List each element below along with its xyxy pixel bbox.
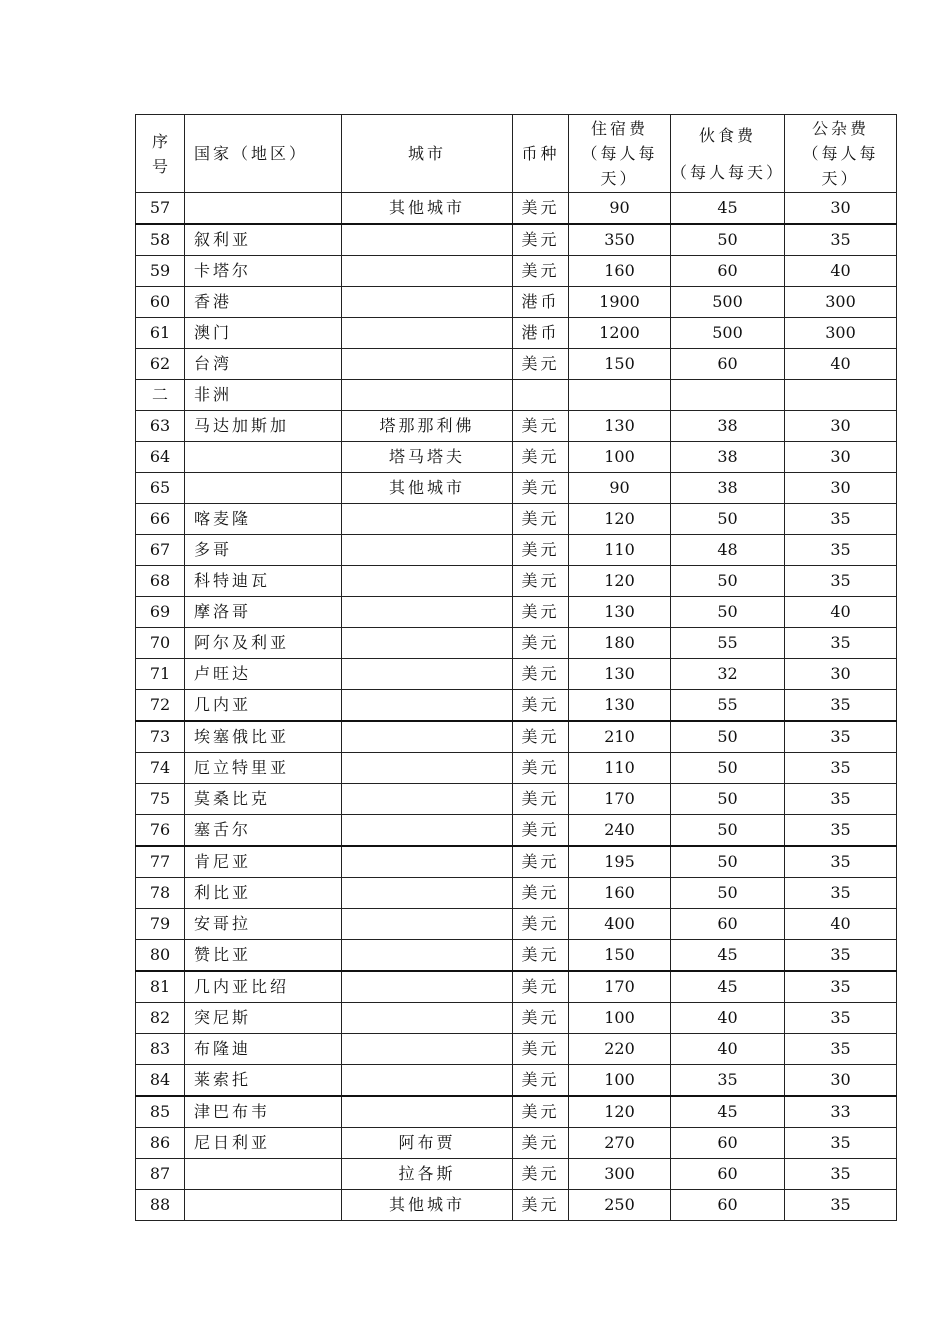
table-cell-food: 60 xyxy=(671,256,785,287)
table-cell-currency: 美元 xyxy=(513,597,569,628)
table-cell-lodging: 90 xyxy=(569,473,671,504)
table-row xyxy=(136,597,897,628)
table-cell-lodging: 400 xyxy=(569,909,671,940)
table-cell-city xyxy=(342,349,513,380)
table-cell-country: 莱索托 xyxy=(185,1065,342,1097)
table-cell-city xyxy=(342,504,513,535)
table-cell-seq: 83 xyxy=(136,1034,185,1065)
table-cell-lodging: 150 xyxy=(569,349,671,380)
table-cell-seq: 68 xyxy=(136,566,185,597)
table-cell-lodging: 130 xyxy=(569,411,671,442)
table-cell-lodging: 100 xyxy=(569,442,671,473)
table-cell-currency: 港币 xyxy=(513,287,569,318)
table-cell-misc: 40 xyxy=(785,256,897,287)
table-cell-city xyxy=(342,318,513,349)
table-cell-city xyxy=(342,721,513,753)
table-cell-currency: 美元 xyxy=(513,690,569,722)
table-cell-currency: 美元 xyxy=(513,442,569,473)
table-cell-country: 叙利亚 xyxy=(185,224,342,256)
table-cell-seq: 84 xyxy=(136,1065,185,1097)
table-cell-lodging: 180 xyxy=(569,628,671,659)
table-cell-misc: 35 xyxy=(785,1003,897,1034)
table-cell-food: 50 xyxy=(671,597,785,628)
table-cell-country: 赞比亚 xyxy=(185,940,342,972)
table-cell-food: 50 xyxy=(671,566,785,597)
table-cell-food: 38 xyxy=(671,442,785,473)
table-cell-seq: 74 xyxy=(136,753,185,784)
table-cell-lodging: 100 xyxy=(569,1003,671,1034)
table-cell-misc: 30 xyxy=(785,473,897,504)
table-cell-food: 60 xyxy=(671,1128,785,1159)
table-cell-seq: 77 xyxy=(136,846,185,878)
table-cell-currency: 美元 xyxy=(513,193,569,225)
table-cell-misc: 35 xyxy=(785,1190,897,1221)
table-row xyxy=(136,815,897,847)
table-cell-city xyxy=(342,1003,513,1034)
table-cell-city xyxy=(342,287,513,318)
table-cell-seq: 87 xyxy=(136,1159,185,1190)
table-cell-seq: 65 xyxy=(136,473,185,504)
table-cell-country: 卡塔尔 xyxy=(185,256,342,287)
table-cell-currency: 美元 xyxy=(513,846,569,878)
table-cell-misc: 35 xyxy=(785,971,897,1003)
table-row xyxy=(136,256,897,287)
table-cell-misc: 35 xyxy=(785,690,897,722)
allowance-table xyxy=(135,114,897,1221)
table-cell-misc: 35 xyxy=(785,815,897,847)
table-cell-seq: 66 xyxy=(136,504,185,535)
table-cell-seq: 88 xyxy=(136,1190,185,1221)
table-cell-country: 几内亚比绍 xyxy=(185,971,342,1003)
table-cell-lodging: 120 xyxy=(569,504,671,535)
table-cell-misc: 30 xyxy=(785,193,897,225)
table-cell-city xyxy=(342,1065,513,1097)
table-cell-misc: 35 xyxy=(785,224,897,256)
table-cell-seq: 二 xyxy=(136,380,185,411)
table-row xyxy=(136,753,897,784)
table-row xyxy=(136,504,897,535)
table-cell-seq: 67 xyxy=(136,535,185,566)
table-cell-currency: 美元 xyxy=(513,224,569,256)
table-cell-food: 48 xyxy=(671,535,785,566)
table-cell-lodging: 130 xyxy=(569,597,671,628)
table-cell-misc: 35 xyxy=(785,1128,897,1159)
table-cell-misc: 30 xyxy=(785,411,897,442)
table-cell-currency: 美元 xyxy=(513,473,569,504)
table-cell-lodging: 350 xyxy=(569,224,671,256)
table-row xyxy=(136,566,897,597)
table-row xyxy=(136,287,897,318)
table-cell-misc: 35 xyxy=(785,878,897,909)
table-cell-food: 50 xyxy=(671,224,785,256)
table-cell-city xyxy=(342,784,513,815)
header-currency: 币种 xyxy=(513,115,569,193)
table-cell-currency: 美元 xyxy=(513,909,569,940)
table-cell-city xyxy=(342,1034,513,1065)
table-cell-seq: 82 xyxy=(136,1003,185,1034)
table-cell-food: 50 xyxy=(671,721,785,753)
table-row xyxy=(136,878,897,909)
table-cell-food: 45 xyxy=(671,193,785,225)
table-cell-food: 45 xyxy=(671,1096,785,1128)
table-row xyxy=(136,784,897,815)
table-cell-food: 500 xyxy=(671,318,785,349)
table-cell-city xyxy=(342,815,513,847)
table-cell-misc: 35 xyxy=(785,1034,897,1065)
table-row xyxy=(136,380,897,411)
table-cell-seq: 63 xyxy=(136,411,185,442)
table-cell-currency: 美元 xyxy=(513,566,569,597)
table-cell-currency: 美元 xyxy=(513,1003,569,1034)
table-cell-food: 55 xyxy=(671,690,785,722)
table-cell-misc xyxy=(785,380,897,411)
header-food: 伙食费 （每人每天） xyxy=(671,115,785,193)
table-row xyxy=(136,224,897,256)
table-cell-misc: 35 xyxy=(785,1159,897,1190)
table-cell-city xyxy=(342,878,513,909)
table-cell-currency: 美元 xyxy=(513,1065,569,1097)
table-cell-city xyxy=(342,597,513,628)
table-cell-misc: 300 xyxy=(785,287,897,318)
table-cell-lodging: 1200 xyxy=(569,318,671,349)
table-cell-seq: 73 xyxy=(136,721,185,753)
table-cell-food: 50 xyxy=(671,815,785,847)
table-cell-country: 香港 xyxy=(185,287,342,318)
table-row xyxy=(136,411,897,442)
table-cell-country: 莫桑比克 xyxy=(185,784,342,815)
table-cell-misc: 35 xyxy=(785,846,897,878)
table-cell-food: 60 xyxy=(671,1159,785,1190)
table-row xyxy=(136,721,897,753)
table-row xyxy=(136,628,897,659)
table-cell-food: 40 xyxy=(671,1034,785,1065)
header-row xyxy=(136,115,897,193)
table-cell-food: 50 xyxy=(671,784,785,815)
table-cell-currency: 美元 xyxy=(513,1159,569,1190)
table-row xyxy=(136,1003,897,1034)
table-row xyxy=(136,318,897,349)
table-cell-lodging: 170 xyxy=(569,784,671,815)
table-cell-seq: 57 xyxy=(136,193,185,225)
table-cell-lodging: 250 xyxy=(569,1190,671,1221)
table-cell-food: 38 xyxy=(671,411,785,442)
table-cell-city xyxy=(342,535,513,566)
table-cell-seq: 60 xyxy=(136,287,185,318)
table-row xyxy=(136,909,897,940)
table-cell-city xyxy=(342,846,513,878)
table-row xyxy=(136,940,897,972)
table-cell-country: 卢旺达 xyxy=(185,659,342,690)
table-cell-country: 科特迪瓦 xyxy=(185,566,342,597)
table-cell-misc: 35 xyxy=(785,566,897,597)
header-seq: 序 号 xyxy=(136,115,185,193)
table-cell-country: 喀麦隆 xyxy=(185,504,342,535)
table-cell-lodging: 130 xyxy=(569,690,671,722)
table-row xyxy=(136,535,897,566)
table-cell-lodging: 170 xyxy=(569,971,671,1003)
table-cell-currency: 美元 xyxy=(513,1096,569,1128)
table-cell-food: 50 xyxy=(671,846,785,878)
table-cell-currency: 美元 xyxy=(513,721,569,753)
table-cell-country: 肯尼亚 xyxy=(185,846,342,878)
table-cell-seq: 64 xyxy=(136,442,185,473)
table-cell-seq: 58 xyxy=(136,224,185,256)
table-cell-currency: 美元 xyxy=(513,971,569,1003)
table-cell-lodging: 220 xyxy=(569,1034,671,1065)
table-cell-seq: 78 xyxy=(136,878,185,909)
table-cell-misc: 33 xyxy=(785,1096,897,1128)
table-cell-lodging: 195 xyxy=(569,846,671,878)
table-cell-currency: 美元 xyxy=(513,878,569,909)
table-cell-city xyxy=(342,971,513,1003)
table-row xyxy=(136,473,897,504)
table-cell-misc: 40 xyxy=(785,349,897,380)
table-cell-lodging: 100 xyxy=(569,1065,671,1097)
table-cell-lodging: 270 xyxy=(569,1128,671,1159)
table-cell-country: 澳门 xyxy=(185,318,342,349)
table-cell-lodging: 300 xyxy=(569,1159,671,1190)
table-cell-lodging: 120 xyxy=(569,566,671,597)
table-cell-currency: 美元 xyxy=(513,1034,569,1065)
table-cell-lodging: 90 xyxy=(569,193,671,225)
table-cell-lodging: 130 xyxy=(569,659,671,690)
table-cell-currency: 美元 xyxy=(513,784,569,815)
table-cell-city: 拉各斯 xyxy=(342,1159,513,1190)
table-cell-seq: 69 xyxy=(136,597,185,628)
header-country: 国家（地区） xyxy=(185,115,342,193)
table-cell-country xyxy=(185,1159,342,1190)
table-cell-food: 55 xyxy=(671,628,785,659)
table-cell-misc: 35 xyxy=(785,753,897,784)
table-cell-city xyxy=(342,224,513,256)
table-cell-seq: 62 xyxy=(136,349,185,380)
table-cell-city xyxy=(342,909,513,940)
table-cell-city: 塔马塔夫 xyxy=(342,442,513,473)
table-body xyxy=(136,193,897,1221)
table-cell-city: 塔那那利佛 xyxy=(342,411,513,442)
table-cell-seq: 81 xyxy=(136,971,185,1003)
table-cell-currency: 美元 xyxy=(513,940,569,972)
table-cell-food: 60 xyxy=(671,1190,785,1221)
table-row xyxy=(136,971,897,1003)
table-cell-country xyxy=(185,1190,342,1221)
table-cell-country: 马达加斯加 xyxy=(185,411,342,442)
table-cell-misc: 35 xyxy=(785,940,897,972)
table-cell-currency: 美元 xyxy=(513,753,569,784)
table-cell-currency: 美元 xyxy=(513,504,569,535)
table-cell-seq: 59 xyxy=(136,256,185,287)
table-cell-country: 埃塞俄比亚 xyxy=(185,721,342,753)
table-cell-currency: 美元 xyxy=(513,628,569,659)
table-row xyxy=(136,1159,897,1190)
table-cell-lodging: 120 xyxy=(569,1096,671,1128)
table-cell-currency: 美元 xyxy=(513,815,569,847)
table-cell-lodging: 160 xyxy=(569,256,671,287)
table-row xyxy=(136,690,897,722)
table-cell-country: 几内亚 xyxy=(185,690,342,722)
table-cell-misc: 40 xyxy=(785,597,897,628)
table-cell-misc: 30 xyxy=(785,659,897,690)
table-cell-misc: 35 xyxy=(785,721,897,753)
table-cell-lodging: 110 xyxy=(569,753,671,784)
table-cell-country: 台湾 xyxy=(185,349,342,380)
table-cell-misc: 40 xyxy=(785,909,897,940)
header-misc: 公杂费 （每人每 天） xyxy=(785,115,897,193)
table-row xyxy=(136,1128,897,1159)
table-cell-city: 其他城市 xyxy=(342,193,513,225)
table-cell-seq: 71 xyxy=(136,659,185,690)
table-cell-country: 摩洛哥 xyxy=(185,597,342,628)
table-cell-lodging xyxy=(569,380,671,411)
table-cell-city xyxy=(342,753,513,784)
table-cell-currency: 美元 xyxy=(513,256,569,287)
table-cell-city xyxy=(342,628,513,659)
table-row xyxy=(136,1190,897,1221)
table-cell-food: 38 xyxy=(671,473,785,504)
table-cell-currency xyxy=(513,380,569,411)
table-row xyxy=(136,193,897,225)
table-cell-food: 500 xyxy=(671,287,785,318)
table-row xyxy=(136,659,897,690)
table-cell-food: 50 xyxy=(671,753,785,784)
table-cell-lodging: 160 xyxy=(569,878,671,909)
table-cell-food: 32 xyxy=(671,659,785,690)
table-cell-city xyxy=(342,659,513,690)
table-cell-food: 50 xyxy=(671,878,785,909)
table-cell-seq: 70 xyxy=(136,628,185,659)
table-cell-misc: 35 xyxy=(785,535,897,566)
table-cell-country xyxy=(185,442,342,473)
table-cell-food xyxy=(671,380,785,411)
table-cell-country: 阿尔及利亚 xyxy=(185,628,342,659)
table-cell-city xyxy=(342,256,513,287)
table-cell-country: 布隆迪 xyxy=(185,1034,342,1065)
table-cell-country: 津巴布韦 xyxy=(185,1096,342,1128)
table-cell-misc: 35 xyxy=(785,504,897,535)
table-cell-seq: 75 xyxy=(136,784,185,815)
table-cell-country: 安哥拉 xyxy=(185,909,342,940)
table-cell-seq: 79 xyxy=(136,909,185,940)
table-cell-city xyxy=(342,940,513,972)
header-lodging: 住宿费 （每人每 天） xyxy=(569,115,671,193)
table-cell-food: 60 xyxy=(671,349,785,380)
table-cell-city xyxy=(342,566,513,597)
table-cell-currency: 美元 xyxy=(513,659,569,690)
table-cell-country: 利比亚 xyxy=(185,878,342,909)
table-cell-country xyxy=(185,193,342,225)
table-cell-city xyxy=(342,380,513,411)
table-cell-currency: 美元 xyxy=(513,1190,569,1221)
table-cell-food: 50 xyxy=(671,504,785,535)
table-cell-lodging: 240 xyxy=(569,815,671,847)
table-cell-food: 45 xyxy=(671,940,785,972)
table-cell-seq: 61 xyxy=(136,318,185,349)
table-cell-misc: 35 xyxy=(785,628,897,659)
table-cell-currency: 美元 xyxy=(513,1128,569,1159)
table-cell-misc: 300 xyxy=(785,318,897,349)
table-cell-country: 多哥 xyxy=(185,535,342,566)
table-cell-city xyxy=(342,690,513,722)
header-city: 城市 xyxy=(342,115,513,193)
table-cell-city: 阿布贾 xyxy=(342,1128,513,1159)
table-cell-food: 45 xyxy=(671,971,785,1003)
table-cell-currency: 美元 xyxy=(513,349,569,380)
table-row xyxy=(136,349,897,380)
table-cell-city xyxy=(342,1096,513,1128)
table-cell-lodging: 110 xyxy=(569,535,671,566)
table-cell-seq: 76 xyxy=(136,815,185,847)
table-cell-city: 其他城市 xyxy=(342,473,513,504)
table-cell-country: 塞舌尔 xyxy=(185,815,342,847)
table-cell-country: 非洲 xyxy=(185,380,342,411)
table-cell-food: 60 xyxy=(671,909,785,940)
table-cell-currency: 美元 xyxy=(513,411,569,442)
table-cell-country: 厄立特里亚 xyxy=(185,753,342,784)
table-cell-seq: 86 xyxy=(136,1128,185,1159)
table-cell-city: 其他城市 xyxy=(342,1190,513,1221)
table-row xyxy=(136,1065,897,1097)
table-cell-lodging: 1900 xyxy=(569,287,671,318)
table-cell-misc: 35 xyxy=(785,784,897,815)
table-cell-misc: 30 xyxy=(785,442,897,473)
table-cell-seq: 85 xyxy=(136,1096,185,1128)
table-cell-misc: 30 xyxy=(785,1065,897,1097)
table-row xyxy=(136,442,897,473)
table-cell-lodging: 150 xyxy=(569,940,671,972)
table-cell-country xyxy=(185,473,342,504)
table-row xyxy=(136,846,897,878)
table-row xyxy=(136,1034,897,1065)
table-cell-currency: 港币 xyxy=(513,318,569,349)
table-cell-country: 突尼斯 xyxy=(185,1003,342,1034)
table-cell-seq: 80 xyxy=(136,940,185,972)
table-cell-country: 尼日利亚 xyxy=(185,1128,342,1159)
table-cell-lodging: 210 xyxy=(569,721,671,753)
table-cell-food: 40 xyxy=(671,1003,785,1034)
table-cell-seq: 72 xyxy=(136,690,185,722)
table-row xyxy=(136,1096,897,1128)
table-cell-currency: 美元 xyxy=(513,535,569,566)
table-cell-food: 35 xyxy=(671,1065,785,1097)
